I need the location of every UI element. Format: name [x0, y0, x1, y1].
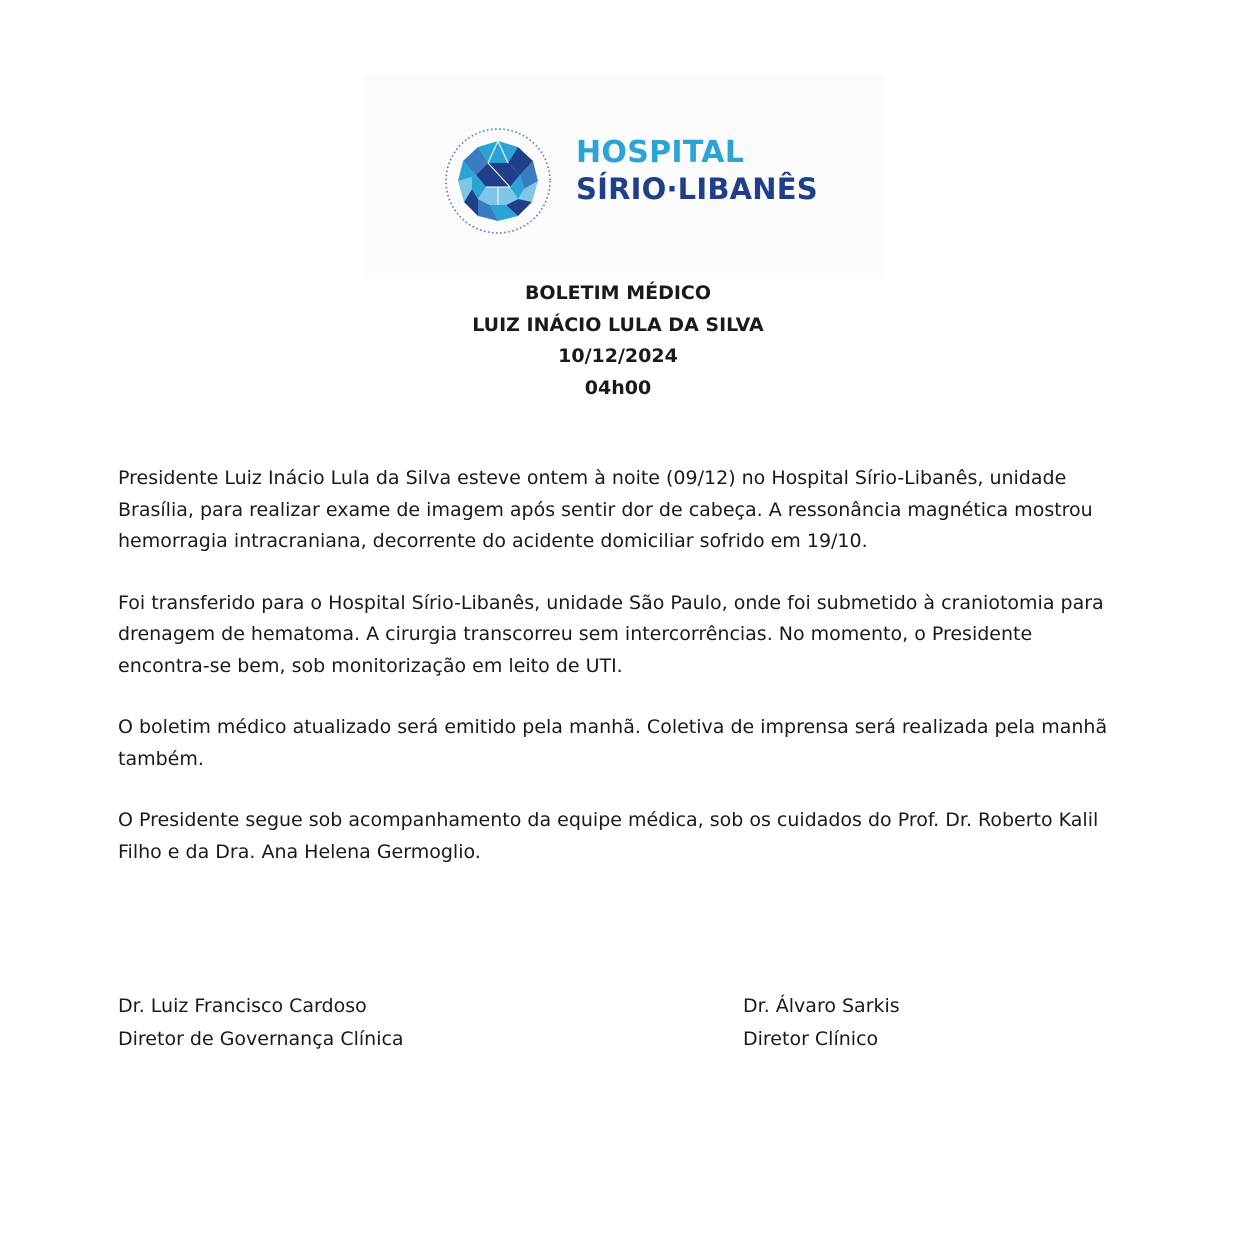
signature-right [743, 990, 900, 1056]
signature-left [118, 990, 404, 1056]
paragraph-2: Foi transferido para o Hospital Sírio-Libanês, unidade São Paulo, onde foi submetido à craniotomia para drenagem de hematoma. A cirurgia transcorreu sem intercorrências. No momento, o Presidente encontra-se bem, sob monitorização em leito de UTI. [118, 591, 1104, 677]
signatory-name: Dr. Álvaro Sarkis [743, 995, 900, 1017]
paragraph-3: O boletim médico atualizado será emitido pela manhã. Coletiva de imprensa será realizada pela manhã também. [118, 716, 1108, 770]
bulletin-date: 10/12/2024 [558, 345, 678, 367]
signatory-name: Dr. Luiz Francisco Cardoso [118, 995, 367, 1017]
bulletin-title: BOLETIM MÉDICO [524, 282, 712, 304]
patient-name: LUIZ INÁCIO LULA DA SILVA [472, 313, 764, 336]
hospital-logo [576, 135, 818, 206]
signatory-title: Diretor de Governança Clínica [118, 1028, 404, 1050]
bulletin-body [118, 463, 1128, 898]
paragraph-1: Presidente Luiz Inácio Lula da Silva esteve ontem à noite (09/12) no Hospital Sírio-Libanês, unidade Brasília, para realizar exame de imagem após sentir dor de cabeça. A ressonância magnética mostrou hemorragia intracraniana, decorrente do acidente domiciliar sofrido em 19/10. [118, 467, 1093, 552]
paragraph-4: O Presidente segue sob acompanhamento da equipe médica, sob os cuidados do Prof. Dr. Roberto Kalil Filho e da Dra. Ana Helena Germoglio. [118, 809, 1099, 863]
bulletin-header [0, 278, 1236, 404]
bulletin-time: 04h00 [584, 376, 652, 399]
logo-line-hospital: HOSPITAL [576, 135, 745, 170]
signatory-title: Diretor Clínico [743, 1028, 879, 1050]
hospital-emblem-icon [440, 126, 556, 236]
logo-line-sirio-libanes: SÍRIO·LIBANÊS [576, 172, 818, 206]
